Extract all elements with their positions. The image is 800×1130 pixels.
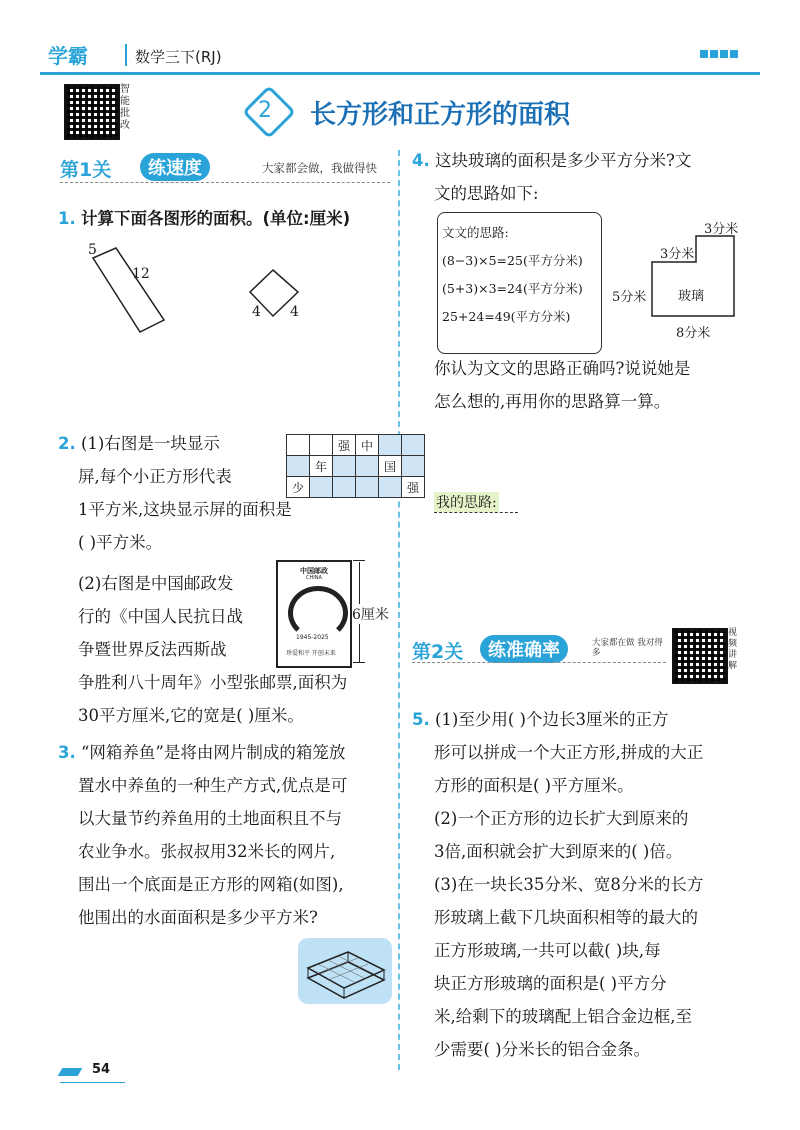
q2-p1-line-0: (1)右图是一块显示 — [81, 434, 220, 453]
level1-pill — [140, 153, 210, 181]
q1-figures — [78, 240, 328, 340]
pencil-icon — [58, 1068, 83, 1076]
q1-square-side-b: 4 — [290, 304, 299, 320]
q2-part1 — [58, 427, 288, 493]
q4-my-thinking-label: 我的思路: — [434, 492, 499, 512]
q2-stamp — [276, 560, 352, 668]
stamp-wall-graphic — [288, 586, 348, 640]
q2-p2-line-3: 争胜利八十周年》小型张邮票,面积为 — [78, 673, 348, 692]
q2-p2-line-4: 30平方厘米,它的宽是( )厘米。 — [78, 706, 304, 725]
q4-box-line-0: (8−3)×5=25(平方分米) — [442, 253, 583, 268]
q2-p2-line-1: 行的《中国人民抗日战 — [78, 607, 243, 626]
q4-fig-mid: 3分米 — [660, 247, 695, 262]
level2-pill-text: 练准确率 — [480, 635, 568, 663]
q5-text-0: (1)至少用( )个边长3厘米的正方 — [435, 710, 669, 729]
q3-text-0: “网箱养鱼”是将由网片制成的箱笼放 — [81, 743, 346, 762]
q4-text-0: 这块玻璃的面积是多少平方分米?文 — [435, 151, 692, 170]
level2-label: 第2关 — [412, 641, 464, 663]
q2-p1-line-2: 1平方米,这块显示屏的面积是 — [78, 500, 292, 519]
grid-cell: 少 — [287, 477, 310, 498]
q4-fig-top: 3分米 — [704, 222, 739, 237]
q4-number: 4. — [412, 151, 430, 170]
q4-line-1: 文的思路如下: — [434, 184, 539, 203]
q5-line-3: (2)一个正方形的边长扩大到原来的 — [434, 809, 689, 828]
q5-line-8: 块正方形玻璃的面积是( )平方分 — [434, 974, 667, 993]
level1-slogan: 大家都会做，我做得快 — [262, 161, 377, 175]
grid-cell: 年 — [310, 456, 333, 477]
level2-pill — [480, 635, 568, 663]
stamp-motto: 珍爱和平 开创未来 — [286, 650, 336, 657]
q3-line-3: 农业争水。张叔叔用32米长的网片, — [78, 842, 336, 861]
column-divider — [398, 150, 400, 1070]
q3-line-0 — [58, 736, 345, 769]
q5-line-1: 形可以拼成一个大正方形,拼成的大正 — [434, 743, 704, 762]
header-line — [40, 72, 760, 75]
q1-rect-length: 12 — [132, 266, 150, 282]
stamp-height-label: 6厘米 — [352, 604, 389, 624]
q1-rect-width: 5 — [88, 242, 97, 258]
q1 — [58, 202, 350, 235]
q5-line-5: (3)在一块长35分米、宽8分米的长方 — [434, 875, 704, 894]
q2-display-grid — [286, 434, 425, 498]
q3-number: 3. — [58, 743, 76, 762]
qr-video-label: 视频讲解 — [728, 628, 738, 671]
brand-logo: 学霸 — [48, 44, 88, 68]
q4-fig-left: 5分米 — [612, 290, 647, 305]
q4-box-line-2: 25+24=49(平方分米) — [442, 309, 571, 324]
level1-underline — [60, 182, 390, 183]
brand-divider — [125, 44, 127, 66]
q3-line-2: 以大量节约养鱼用的土地面积且不与 — [78, 809, 342, 828]
q1-text: 计算下面各图形的面积。(单位:厘米) — [81, 209, 351, 228]
q4-fig-center: 玻璃 — [678, 289, 705, 304]
q5-line-2: 方形的面积是( )平方厘米。 — [434, 776, 634, 795]
q5-line-6: 形玻璃上截下几块面积相等的最大的 — [434, 908, 698, 927]
q2-number: 2. — [58, 434, 76, 453]
q2-p1-line-1: 屏,每个小正方形代表 — [78, 467, 232, 486]
q3-net-cage-image — [298, 938, 392, 1004]
stamp-title: 中国邮政 — [300, 567, 328, 575]
q4-after-1: 怎么想的,再用你的思路算一算。 — [434, 392, 671, 411]
level2-slogan: 大家都在做 我对得多 — [592, 638, 663, 658]
q1-number: 1. — [58, 209, 76, 228]
book-subtitle: 数学三下(RJ) — [135, 48, 222, 66]
grid-cell: 强 — [402, 477, 425, 498]
stamp-height-tick-bottom — [353, 662, 365, 663]
q4-fig-bottom: 8分米 — [676, 326, 711, 341]
q4-after-0: 你认为文文的思路正确吗?说说她是 — [434, 359, 691, 378]
level2-underline — [412, 662, 666, 663]
stamp-height-tick-top — [353, 560, 365, 561]
footer-line — [60, 1082, 125, 1083]
level1-pill-text: 练速度 — [140, 153, 210, 181]
q5-line-0 — [412, 703, 669, 736]
q4-my-thinking-underline — [434, 512, 518, 513]
q4-line-0 — [412, 144, 691, 177]
qr-side-label: 智能批改 — [120, 84, 130, 131]
q5-line-9: 米,给剩下的玻璃配上铝合金边框,至 — [434, 1007, 692, 1026]
qr-code-grading[interactable] — [64, 84, 120, 140]
q3-line-4: 围出一个底面是正方形的网箱(如图), — [78, 875, 344, 894]
page-title: 长方形和正方形的面积 — [310, 100, 571, 130]
q2-p2-line-2: 争暨世界反法西斯战 — [78, 640, 227, 659]
header-decoration — [700, 50, 738, 58]
q3-line-5: 他围出的水面面积是多少平方米? — [78, 908, 318, 927]
level1-label: 第1关 — [60, 159, 112, 181]
q3-line-1: 置水中养鱼的一种生产方式,优点是可 — [78, 776, 348, 795]
qr-code-video[interactable] — [672, 628, 728, 684]
q4-thinking-box — [437, 212, 602, 354]
q5-number: 5. — [412, 710, 430, 729]
q4-box-title: 文文的思路: — [442, 225, 509, 240]
q1-square-side-a: 4 — [252, 304, 261, 320]
page-number: 54 — [92, 1062, 111, 1077]
grid-cell: 强 — [333, 435, 356, 456]
q1-rectangle — [93, 248, 164, 332]
q4-box-line-1: (5+3)×3=24(平方分米) — [442, 281, 583, 296]
stamp-years: 1945-2025 — [296, 634, 329, 641]
q5-line-4: 3倍,面积就会扩大到原来的( )倍。 — [434, 842, 683, 861]
grid-cell: 国 — [379, 456, 402, 477]
title-number: 2 — [258, 98, 272, 123]
q2-p2-line-0: (2)右图是中国邮政发 — [78, 574, 234, 593]
q5-line-7: 正方形玻璃,一共可以截( )块,每 — [434, 941, 661, 960]
stamp-sub: CHINA — [306, 575, 322, 581]
grid-cell: 中 — [356, 435, 379, 456]
q5-line-10: 少需要( )分米长的铝合金条。 — [434, 1040, 651, 1059]
q2-p1-line-3: ( )平方米。 — [78, 533, 163, 552]
